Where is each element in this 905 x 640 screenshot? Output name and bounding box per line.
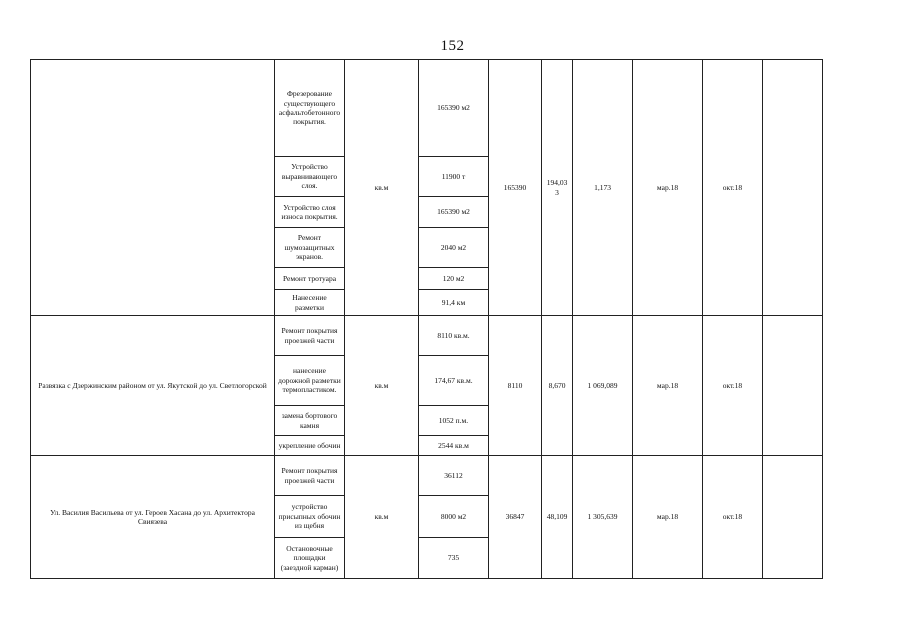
unit-cell: кв.м — [345, 60, 419, 316]
empty-cell — [763, 316, 823, 456]
work-volume-cell: 2040 м2 — [419, 228, 489, 268]
work-name-cell: Фрезерование существующего асфальтобетонного покрытия. — [275, 60, 345, 157]
work-volume-cell: 36112 — [419, 456, 489, 496]
area-cell: 36847 — [489, 456, 542, 579]
work-name-cell: укрепление обочин — [275, 436, 345, 456]
work-name-cell: устройство присыпных обочин из щебня — [275, 496, 345, 538]
cost-per-unit-cell: 8,670 — [542, 316, 573, 456]
cost-per-unit-cell: 194,033 — [542, 60, 573, 316]
work-name-cell: Ремонт тротуара — [275, 268, 345, 290]
table-row — [31, 456, 823, 496]
work-name-cell: замена бортового камня — [275, 406, 345, 436]
work-volume-cell: 165390 м2 — [419, 197, 489, 228]
area-cell: 8110 — [489, 316, 542, 456]
table-row — [31, 60, 823, 157]
work-name-cell: Устройство выравнивающего слоя. — [275, 157, 345, 197]
work-volume-cell: 165390 м2 — [419, 60, 489, 157]
end-date-cell: окт.18 — [703, 456, 763, 579]
work-volume-cell: 91,4 км — [419, 290, 489, 316]
work-name-cell: нанесение дорожной разметки термопластиком. — [275, 356, 345, 406]
page-number: 152 — [440, 38, 465, 54]
start-date-cell: мар.18 — [633, 456, 703, 579]
work-volume-cell: 1052 п.м. — [419, 406, 489, 436]
end-date-cell: окт.18 — [703, 316, 763, 456]
work-volume-cell: 735 — [419, 538, 489, 579]
cost-per-unit-cell: 48,109 — [542, 456, 573, 579]
total-cost-cell: 1 305,639 — [573, 456, 633, 579]
work-name-cell: Остановочные площадки (заездной карман) — [275, 538, 345, 579]
empty-cell — [763, 60, 823, 316]
work-volume-cell: 174,67 кв.м. — [419, 356, 489, 406]
unit-cell: кв.м — [345, 456, 419, 579]
works-table — [30, 59, 823, 579]
work-name-cell: Нанесение разметки — [275, 290, 345, 316]
work-name-cell: Ремонт покрытия проезжей части — [275, 316, 345, 356]
total-cost-cell: 1,173 — [573, 60, 633, 316]
work-name-cell: Ремонт покрытия проезжей части — [275, 456, 345, 496]
work-volume-cell: 11900 т — [419, 157, 489, 197]
area-cell: 165390 — [489, 60, 542, 316]
start-date-cell: мар.18 — [633, 316, 703, 456]
table-row — [31, 316, 823, 356]
object-name-cell — [31, 60, 275, 316]
work-volume-cell: 120 м2 — [419, 268, 489, 290]
unit-cell: кв.м — [345, 316, 419, 456]
work-volume-cell: 8000 м2 — [419, 496, 489, 538]
work-volume-cell: 8110 кв.м. — [419, 316, 489, 356]
work-name-cell: Ремонт шумозащитных экранов. — [275, 228, 345, 268]
empty-cell — [763, 456, 823, 579]
end-date-cell: окт.18 — [703, 60, 763, 316]
work-volume-cell: 2544 кв.м — [419, 436, 489, 456]
object-name-cell: Развязка с Дзержинским районом от ул. Якутской до ул. Светлогорской — [31, 316, 275, 456]
object-name-cell: Ул. Василия Васильева от ул. Героев Хасана до ул. Архитектора Свиязева — [31, 456, 275, 579]
start-date-cell: мар.18 — [633, 60, 703, 316]
work-name-cell: Устройство слоя износа покрытия. — [275, 197, 345, 228]
total-cost-cell: 1 069,089 — [573, 316, 633, 456]
